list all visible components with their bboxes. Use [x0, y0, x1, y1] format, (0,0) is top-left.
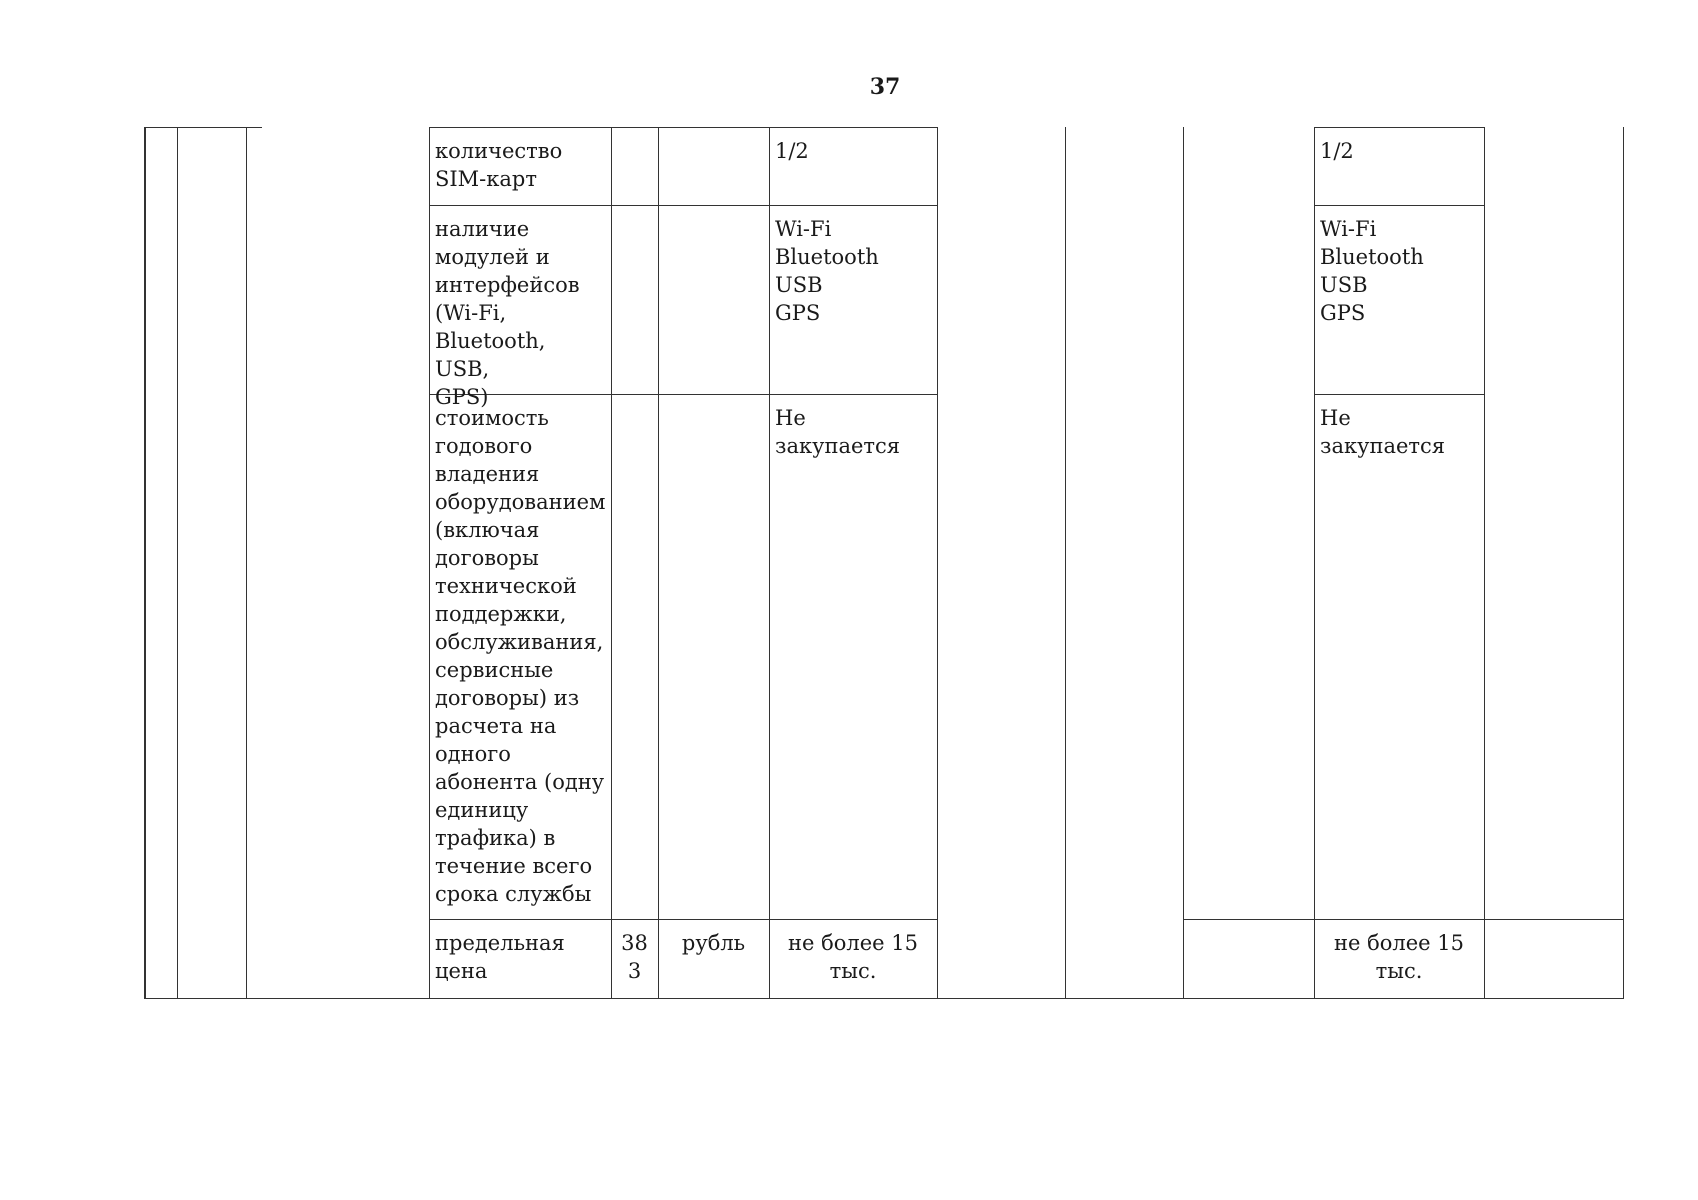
- value-right-cell: не более 15 тыс.: [1334, 931, 1464, 983]
- column-divider: [177, 127, 178, 999]
- characteristic-cell: стоимость годового владения оборудованием (включая договоры технической поддержки, обслуживания, сервисные договоры) из расчета на одного абонента (одну единицу трафика) в течение всего срока службы: [435, 406, 606, 906]
- value-left-cell: Wi-Fi Bluetooth USB GPS: [775, 217, 879, 325]
- value-right-cell: Wi-Fi Bluetooth USB GPS: [1320, 217, 1424, 325]
- value-left-cell: 1/2: [775, 139, 809, 163]
- table-border-left: [144, 127, 146, 999]
- value-left-cell: Не закупается: [775, 406, 901, 458]
- column-divider: [1065, 127, 1066, 999]
- column-divider: [1183, 127, 1184, 999]
- column-divider: [611, 127, 612, 999]
- characteristic-cell: предельная цена: [435, 931, 565, 983]
- characteristic-cell: наличие модулей и интерфейсов (Wi-Fi, Bluetooth, USB, GPS): [435, 217, 580, 409]
- table-border-right: [1623, 127, 1624, 999]
- table-border-top: [144, 127, 262, 128]
- value-right-cell: 1/2: [1320, 139, 1354, 163]
- value-left-cell: не более 15 тыс.: [788, 931, 918, 983]
- value-right-cell: Не закупается: [1320, 406, 1446, 458]
- unit-cell: рубль: [681, 931, 746, 955]
- column-divider: [1484, 127, 1485, 999]
- characteristic-cell: количество SIM-карт: [435, 139, 563, 191]
- column-divider: [658, 127, 659, 999]
- column-divider: [937, 127, 938, 999]
- column-divider: [246, 127, 247, 999]
- page-number: 37: [869, 74, 901, 100]
- table-border-bottom: [144, 998, 1624, 999]
- code-cell: 38 3: [621, 931, 648, 983]
